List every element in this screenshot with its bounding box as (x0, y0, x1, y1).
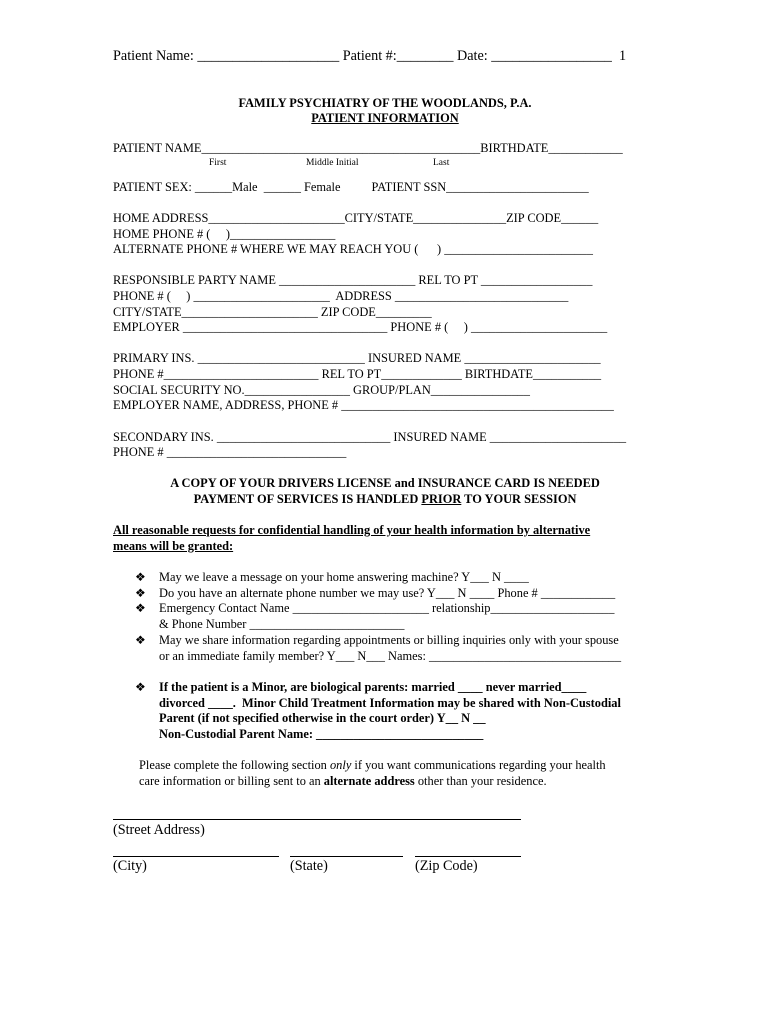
zip-label: (Zip Code) (415, 858, 478, 874)
minor-line-3: Parent (if not specified otherwise in the court order) Y__ N __ (159, 711, 486, 725)
state-rule (290, 856, 403, 857)
patient-sex-line: PATIENT SEX: ______Male ______ Female PATIENT SSN_______________________ (113, 180, 589, 194)
org-title: FAMILY PSYCHIATRY OF THE WOODLANDS, P.A. (238, 96, 532, 110)
home-phone-line: HOME PHONE # ( )_________________ (113, 227, 336, 241)
label-first: First (209, 158, 227, 168)
diamond-bullet-icon: ❖ (135, 570, 146, 584)
secondary-ins-line: SECONDARY INS. ____________________________ INSURED NAME ______________________ (113, 430, 627, 444)
question-answering-machine: May we leave a message on your home answering machine? Y___ N ____ (159, 570, 529, 584)
responsible-phone-line: PHONE # ( ) ______________________ ADDRESS ____________________________ (113, 289, 569, 303)
primary-employer-line: EMPLOYER NAME, ADDRESS, PHONE # ____________________________________________ (113, 398, 614, 412)
question-share-info: May we share information regarding appointments or billing inquiries only with your spouse (159, 633, 619, 647)
notice-license: A COPY OF YOUR DRIVERS LICENSE and INSURANCE CARD IS NEEDED (170, 476, 600, 490)
responsible-party-line: RESPONSIBLE PARTY NAME ______________________ REL TO PT __________________ (113, 273, 593, 287)
minor-line-2: divorced ____. Minor Child Treatment Information may be shared with Non-Custodial (159, 696, 621, 710)
confidential-heading-1: All reasonable requests for confidential handling of your health information by alternative (113, 523, 591, 537)
label-middle-initial: Middle Initial (306, 158, 359, 168)
city-rule (113, 856, 279, 857)
minor-line-1: If the patient is a Minor, are biological parents: married ____ never married____ (159, 680, 587, 694)
state-label: (State) (290, 858, 328, 874)
patient-name-line: PATIENT NAME_____________________________________________BIRTHDATE____________ (113, 141, 623, 155)
confidential-heading-2: means will be granted: (113, 539, 234, 553)
diamond-bullet-icon: ❖ (135, 633, 146, 647)
question-emergency-contact: Emergency Contact Name ______________________ relationship____________________ (159, 601, 615, 615)
diamond-bullet-icon: ❖ (135, 586, 146, 600)
diamond-bullet-icon: ❖ (135, 601, 146, 615)
responsible-city-line: CITY/STATE______________________ ZIP CODE_________ (113, 305, 432, 319)
home-address-line: HOME ADDRESS______________________CITY/STATE_______________ZIP CODE______ (113, 211, 599, 225)
question-alternate-phone: Do you have an alternate phone number we may use? Y___ N ____ Phone # ____________ (159, 586, 616, 600)
header-line: Patient Name: ____________________ Patient #:________ Date: _________________ 1 (113, 48, 627, 64)
alternate-phone-line: ALTERNATE PHONE # WHERE WE MAY REACH YOU ( ) ________________________ (113, 242, 593, 256)
diamond-bullet-icon: ❖ (135, 680, 146, 694)
primary-ins-line: PRIMARY INS. ___________________________ INSURED NAME ______________________ (113, 351, 601, 365)
alternate-instructions-1: Please complete the following section only if you want communications regarding your health (139, 758, 606, 772)
label-last: Last (433, 158, 450, 168)
zip-rule (415, 856, 521, 857)
question-share-info-names: or an immediate family member? Y___ N___ Names: _______________________________ (159, 649, 622, 663)
minor-line-4: Non-Custodial Parent Name: ___________________________ (159, 727, 484, 741)
city-label: (City) (113, 858, 147, 874)
primary-ssn-line: SOCIAL SECURITY NO._________________ GROUP/PLAN________________ (113, 383, 530, 397)
primary-phone-line: PHONE #_________________________ REL TO PT_____________ BIRTHDATE___________ (113, 367, 602, 381)
notice-payment: PAYMENT OF SERVICES IS HANDLED PRIOR TO YOUR SESSION (193, 492, 577, 506)
street-address-label: (Street Address) (113, 822, 205, 838)
question-emergency-phone: & Phone Number _________________________ (159, 617, 405, 631)
responsible-employer-line: EMPLOYER _________________________________ PHONE # ( ) ______________________ (113, 320, 608, 334)
page-title: PATIENT INFORMATION (311, 111, 459, 125)
alternate-instructions-2: care information or billing sent to an alternate address other than your residence. (139, 774, 547, 788)
secondary-phone-line: PHONE # _____________________________ (113, 445, 347, 459)
street-address-rule (113, 819, 521, 820)
